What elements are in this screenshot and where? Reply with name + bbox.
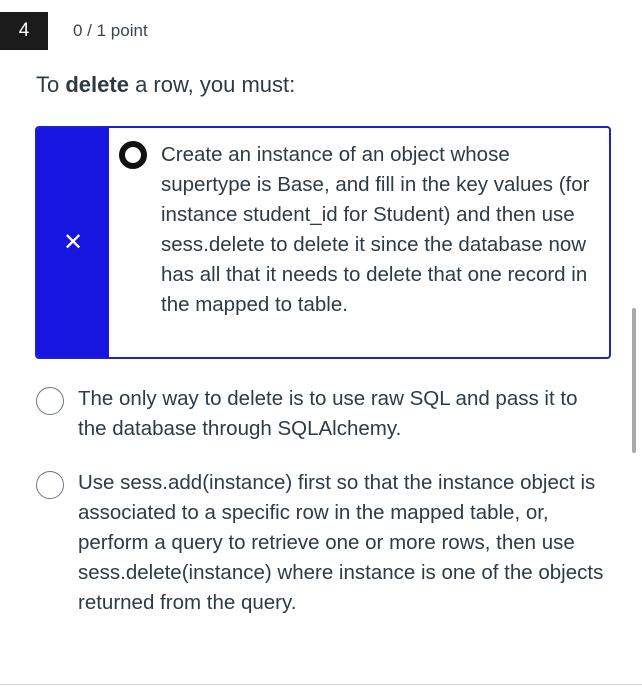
answer-option-1[interactable] <box>35 126 611 359</box>
answer-text: Create an instance of an object whose supertype is Base, and fill in the key values (for instance student_id for Student) and then use sess.delete to delete it since the database now has all that it needs to delete that one record in the mapped to table. <box>161 143 590 316</box>
prompt-text-end: a row, you must: <box>128 72 296 97</box>
incorrect-indicator <box>37 128 109 357</box>
prompt-keyword: delete <box>65 72 129 97</box>
prompt-text-start: To <box>36 72 66 97</box>
radio-button-selected[interactable] <box>119 141 147 169</box>
close-icon: ✕ <box>62 228 84 256</box>
divider <box>0 684 642 685</box>
radio-button[interactable] <box>36 387 64 415</box>
answer-text: Use sess.add(instance) first so that the instance object is associated to a specific row in the mapped table, or, perform a query to retrieve one or more rows, then use sess.delete(instance) where instance is one of the objects returned from the query. <box>78 471 604 614</box>
scrollbar-thumb[interactable] <box>632 308 636 453</box>
answer-option-3[interactable] <box>36 468 606 618</box>
answer-text: The only way to delete is to use raw SQL and pass it to the database through SQLAlchemy. <box>78 387 578 440</box>
points-label: 0 / 1 point <box>73 21 148 40</box>
question-prompt <box>36 72 295 98</box>
question-number-badge: 4 <box>0 12 48 50</box>
answer-option-2[interactable] <box>36 384 606 444</box>
question-header <box>0 12 148 50</box>
radio-button[interactable] <box>36 471 64 499</box>
